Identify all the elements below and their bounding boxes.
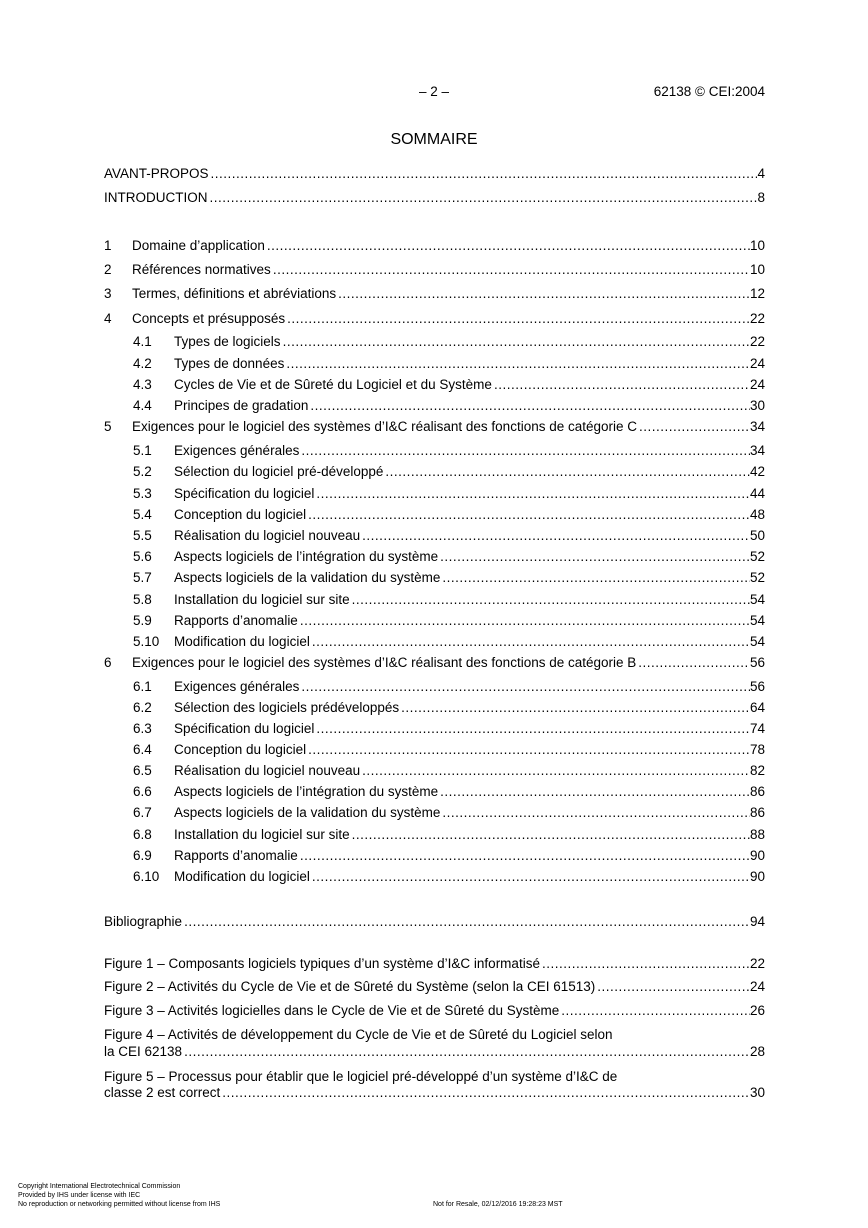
toc-entry-page: 54: [749, 592, 765, 607]
leader-dots: [542, 954, 750, 974]
leader-dots: [308, 740, 750, 760]
leader-dots: [316, 484, 750, 504]
toc-entry-number: 4.4: [133, 398, 152, 413]
toc-entry-s3[interactable]: [104, 284, 765, 304]
toc-entry-text: Aspects logiciels de la validation du système: [174, 805, 441, 820]
toc-entry-text: Exigences générales: [174, 443, 300, 458]
toc-entry-page: 88: [749, 827, 765, 842]
toc-entry-number: 1: [104, 238, 112, 253]
toc-entry-text: Types de logiciels: [174, 334, 281, 349]
toc-entry-page: 30: [749, 398, 765, 413]
toc-entry-s6-4[interactable]: [133, 740, 765, 760]
toc-entry-text: Spécification du logiciel: [174, 721, 315, 736]
toc-entry-number: 5.6: [133, 549, 152, 564]
toc-entry-page: 50: [749, 528, 765, 543]
toc-entry-page: 22: [749, 334, 765, 349]
toc-entry-s5-3[interactable]: [133, 484, 765, 504]
leader-dots: [300, 846, 750, 866]
toc-entry-number: 5.2: [133, 464, 152, 479]
leader-dots: [316, 719, 750, 739]
toc-entry-fig5[interactable]: [104, 1083, 765, 1103]
toc-entry-intro[interactable]: [104, 188, 765, 208]
toc-entry-text: Conception du logiciel: [174, 742, 307, 757]
footer-license: Provided by IHS under license with IEC: [18, 1192, 141, 1199]
toc-entry-text: Spécification du logiciel: [174, 486, 315, 501]
toc-entry-text: Exigences pour le logiciel des systèmes d’I&C réalisant des fonctions de catégorie B: [132, 655, 637, 670]
toc-entry-fig4-line1[interactable]: Figure 4 – Activités de développement du Cycle de Vie et de Sûreté du Logiciel selon: [104, 1027, 613, 1042]
toc-entry-text: la CEI 62138: [104, 1044, 183, 1059]
toc-entry-page: 56: [749, 655, 765, 670]
leader-dots: [352, 825, 750, 845]
toc-entry-s4-4[interactable]: [133, 396, 765, 416]
toc-entry-text: Aspects logiciels de l’intégration du système: [174, 784, 439, 799]
toc-entry-text: Réalisation du logiciel nouveau: [174, 528, 361, 543]
toc-entry-s6-2[interactable]: [133, 698, 765, 718]
toc-entry-number: 4.2: [133, 356, 152, 371]
toc-entry-number: 6.10: [133, 869, 160, 884]
toc-entry-avant[interactable]: [104, 164, 765, 184]
toc-entry-text: Installation du logiciel sur site: [174, 592, 350, 607]
toc-entry-text: Références normatives: [132, 262, 271, 277]
footer-reproduction: No reproduction or networking permitted without license from IHS: [18, 1201, 221, 1208]
toc-entry-number: 6.4: [133, 742, 152, 757]
toc-entry-text: Bibliographie: [104, 914, 183, 929]
leader-dots: [301, 441, 750, 461]
toc-entry-page: 26: [749, 1003, 765, 1018]
toc-entry-page: 52: [749, 549, 765, 564]
toc-entry-page: 24: [749, 377, 765, 392]
leader-dots: [352, 590, 750, 610]
toc-entry-page: 30: [749, 1085, 765, 1100]
toc-entry-s6[interactable]: [104, 653, 765, 673]
page-number: – 2 –: [418, 84, 450, 99]
toc-entry-fig4[interactable]: [104, 1042, 765, 1062]
toc-entry-number: 5.3: [133, 486, 152, 501]
leader-dots: [210, 188, 758, 208]
toc-entry-page: 12: [749, 286, 765, 301]
toc-entry-number: 4: [104, 311, 112, 326]
leader-dots: [362, 761, 750, 781]
toc-entry-page: 64: [749, 700, 765, 715]
toc-entry-page: 90: [749, 869, 765, 884]
footer-copyright: Copyright International Electrotechnical Commission: [18, 1183, 181, 1190]
leader-dots: [401, 698, 750, 718]
toc-entry-s5-4[interactable]: [133, 505, 765, 525]
toc-entry-number: 5: [104, 419, 112, 434]
toc-entry-page: 52: [749, 570, 765, 585]
toc-entry-s6-6[interactable]: [133, 782, 765, 802]
toc-entry-text: Types de données: [174, 356, 285, 371]
toc-entry-s6-8[interactable]: [133, 825, 765, 845]
toc-entry-s5-10[interactable]: [133, 632, 765, 652]
toc-entry-s1[interactable]: [104, 236, 765, 256]
leader-dots: [440, 782, 750, 802]
toc-entry-text: Figure 2 – Activités du Cycle de Vie et de Sûreté du Système (selon la CEI 61513): [104, 979, 596, 994]
toc-entry-number: 2: [104, 262, 112, 277]
toc-entry-number: 6.2: [133, 700, 152, 715]
toc-entry-number: 4.3: [133, 377, 152, 392]
toc-entry-number: 6.5: [133, 763, 152, 778]
toc-entry-number: 5.4: [133, 507, 152, 522]
leader-dots: [638, 653, 750, 673]
toc-entry-text: Concepts et présupposés: [132, 311, 286, 326]
toc-entry-s4-3[interactable]: [133, 375, 765, 395]
leader-dots: [222, 1083, 750, 1103]
toc-entry-text: Rapports d’anomalie: [174, 613, 298, 628]
toc-entry-text: Principes de gradation: [174, 398, 309, 413]
toc-entry-fig3[interactable]: [104, 1001, 765, 1021]
leader-dots: [283, 332, 750, 352]
toc-entry-s5[interactable]: [104, 417, 765, 437]
toc-entry-page: 86: [749, 805, 765, 820]
footer-resale: Not for Resale, 02/12/2016 19:28:23 MST: [433, 1201, 563, 1208]
toc-entry-text: Modification du logiciel: [174, 869, 310, 884]
toc-entry-number: 5.9: [133, 613, 152, 628]
leader-dots: [308, 505, 750, 525]
leader-dots: [385, 462, 750, 482]
toc-entry-biblio[interactable]: [104, 912, 765, 932]
toc-entry-page: 4: [757, 166, 765, 181]
toc-entry-page: 86: [749, 784, 765, 799]
toc-entry-number: 5.1: [133, 443, 152, 458]
toc-entry-text: AVANT-PROPOS: [104, 166, 209, 181]
toc-entry-page: 54: [749, 634, 765, 649]
toc-entry-fig5-line1[interactable]: Figure 5 – Processus pour établir que le logiciel pré-développé d’un système d’I&C de: [104, 1069, 618, 1084]
toc-entry-s6-7[interactable]: [133, 803, 765, 823]
leader-dots: [301, 677, 750, 697]
toc-entry-s6-1[interactable]: [133, 677, 765, 697]
toc-entry-page: 34: [749, 443, 765, 458]
toc-entry-text: classe 2 est correct: [104, 1085, 221, 1100]
toc-entry-s2[interactable]: [104, 260, 765, 280]
toc-entry-number: 6.6: [133, 784, 152, 799]
toc-entry-text: Aspects logiciels de l’intégration du système: [174, 549, 439, 564]
leader-dots: [442, 803, 750, 823]
toc-entry-text: INTRODUCTION: [104, 190, 208, 205]
toc-entry-text: Rapports d’anomalie: [174, 848, 298, 863]
toc-entry-page: 10: [749, 262, 765, 277]
toc-entry-text: Conception du logiciel: [174, 507, 307, 522]
toc-entry-page: 28: [749, 1044, 765, 1059]
toc-entry-s6-9[interactable]: [133, 846, 765, 866]
leader-dots: [310, 396, 750, 416]
leader-dots: [273, 260, 750, 280]
leader-dots: [362, 526, 750, 546]
toc-entry-number: 6.9: [133, 848, 152, 863]
toc-entry-text: Figure 3 – Activités logicielles dans le Cycle de Vie et de Sûreté du Système: [104, 1003, 560, 1018]
leader-dots: [300, 611, 750, 631]
toc-entry-page: 78: [749, 742, 765, 757]
toc-entry-s6-5[interactable]: [133, 761, 765, 781]
toc-entry-fig1[interactable]: [104, 954, 765, 974]
toc-entry-page: 42: [749, 464, 765, 479]
toc-entry-page: 82: [749, 763, 765, 778]
toc-entry-page: 24: [749, 979, 765, 994]
toc-entry-number: 5.8: [133, 592, 152, 607]
toc-entry-text: Domaine d’application: [132, 238, 265, 253]
toc-entry-s5-6[interactable]: [133, 547, 765, 567]
standard-reference: 62138 © CEI:2004: [653, 84, 765, 99]
toc-entry-s6-3[interactable]: [133, 719, 765, 739]
leader-dots: [442, 568, 750, 588]
toc-entry-text: Exigences pour le logiciel des systèmes d’I&C réalisant des fonctions de catégorie C: [132, 419, 638, 434]
leader-dots: [312, 632, 750, 652]
leader-dots: [267, 236, 750, 256]
toc-entry-page: 8: [757, 190, 765, 205]
toc-entry-number: 5.10: [133, 634, 160, 649]
leader-dots: [286, 354, 750, 374]
toc-entry-fig2[interactable]: [104, 977, 765, 997]
leader-dots: [184, 912, 750, 932]
toc-entry-s4-1[interactable]: [133, 332, 765, 352]
toc-entry-number: 6.7: [133, 805, 152, 820]
toc-entry-page: 48: [749, 507, 765, 522]
leader-dots: [184, 1042, 750, 1062]
toc-entry-page: 22: [749, 311, 765, 326]
toc-entry-page: 74: [749, 721, 765, 736]
toc-entry-number: 6.3: [133, 721, 152, 736]
leader-dots: [338, 284, 750, 304]
toc-entry-page: 22: [749, 956, 765, 971]
leader-dots: [597, 977, 750, 997]
toc-entry-number: 3: [104, 286, 112, 301]
toc-entry-s5-1[interactable]: [133, 441, 765, 461]
toc-entry-page: 90: [749, 848, 765, 863]
toc-entry-text: Termes, définitions et abréviations: [132, 286, 337, 301]
side-watermark: [815, 945, 829, 1070]
toc-entry-page: 94: [749, 914, 765, 929]
toc-entry-page: 54: [749, 613, 765, 628]
toc-entry-page: 56: [749, 679, 765, 694]
toc-entry-s6-10[interactable]: [133, 867, 765, 887]
leader-dots: [494, 375, 750, 395]
toc-entry-text: Installation du logiciel sur site: [174, 827, 350, 842]
toc-entry-s5-8[interactable]: [133, 590, 765, 610]
leader-dots: [287, 309, 750, 329]
toc-entry-text: Aspects logiciels de la validation du système: [174, 570, 441, 585]
toc-entry-s5-7[interactable]: [133, 568, 765, 588]
leader-dots: [211, 164, 758, 184]
toc-entry-text: Réalisation du logiciel nouveau: [174, 763, 361, 778]
toc-entry-page: 24: [749, 356, 765, 371]
toc-entry-page: 44: [749, 486, 765, 501]
toc-entry-text: Modification du logiciel: [174, 634, 310, 649]
toc-entry-number: 6.8: [133, 827, 152, 842]
toc-entry-s5-2[interactable]: [133, 462, 765, 482]
toc-entry-number: 4.1: [133, 334, 152, 349]
toc-entry-text: Figure 1 – Composants logiciels typiques d’un système d’I&C informatisé: [104, 956, 540, 971]
toc-entry-s5-9[interactable]: [133, 611, 765, 631]
toc-entry-number: 6.1: [133, 679, 152, 694]
toc-entry-s4-2[interactable]: [133, 354, 765, 374]
toc-entry-s4[interactable]: [104, 309, 765, 329]
toc-entry-number: 5.7: [133, 570, 152, 585]
toc-entry-text: Exigences générales: [174, 679, 300, 694]
toc-entry-s5-5[interactable]: [133, 526, 765, 546]
toc-entry-page: 10: [749, 238, 765, 253]
toc-entry-text: Sélection du logiciel pré-développé: [174, 464, 384, 479]
toc-entry-page: 34: [749, 419, 765, 434]
toc-entry-number: 5.5: [133, 528, 152, 543]
leader-dots: [639, 417, 750, 437]
page-header: [0, 84, 868, 104]
page-title: SOMMAIRE: [390, 131, 478, 148]
toc-entry-number: 6: [104, 655, 112, 670]
toc-entry-text: Sélection des logiciels prédéveloppés: [174, 700, 400, 715]
leader-dots: [312, 867, 750, 887]
leader-dots: [440, 547, 750, 567]
toc-entry-text: Cycles de Vie et de Sûreté du Logiciel et du Système: [174, 377, 492, 392]
leader-dots: [561, 1001, 750, 1021]
